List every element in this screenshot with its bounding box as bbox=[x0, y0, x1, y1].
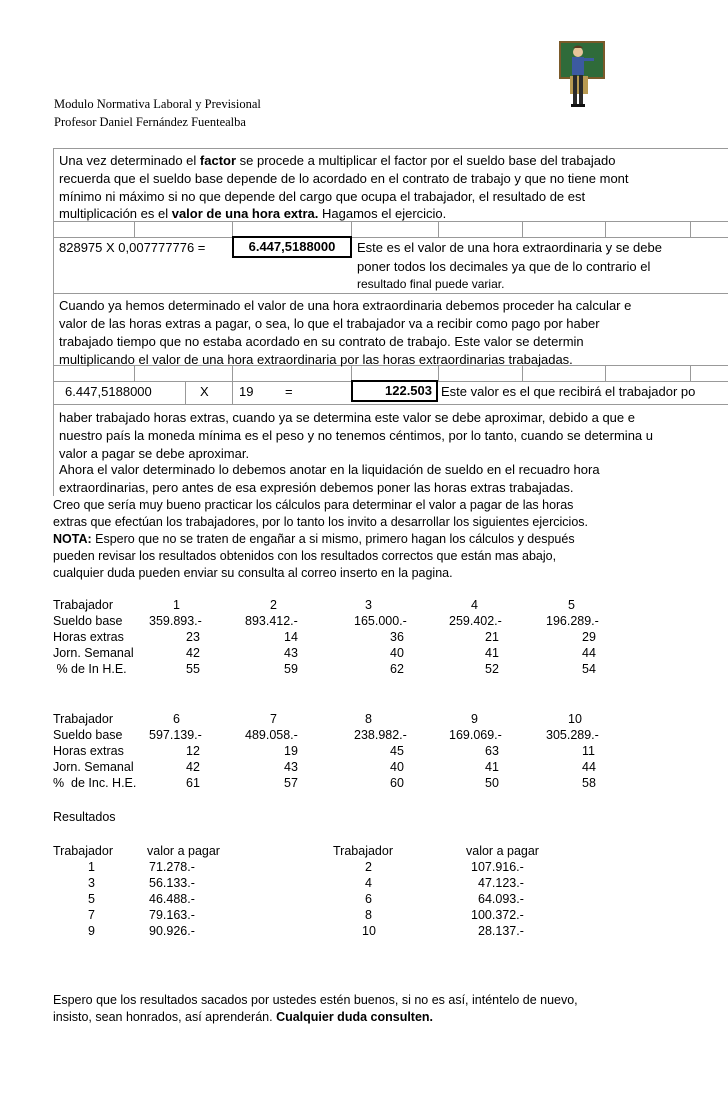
intro-line-4: pueden revisar los resultados obtenidos con los resultados correctos que están mas abajo, bbox=[53, 549, 557, 563]
calc2-operand-b: 19 bbox=[239, 384, 254, 399]
p1-line-1: Una vez determinado el factor se procede a multiplicar el factor por el sueldo base del trabajado bbox=[59, 153, 616, 168]
p3-line-2: nuestro país la moneda mínima es el peso y no tenemos céntimos, por lo tanto, cuando se determina u bbox=[59, 428, 654, 443]
module-title: Modulo Normativa Laboral y Previsional bbox=[54, 97, 261, 111]
p1-line-2: recuerda que el sueldo base depende de lo acordado en el contrato de trabajo y que no tiene mont bbox=[59, 171, 629, 186]
p1-line-3: mínimo ni máximo si no que depende del cargo que ocupa el trabajador, el resultado de est bbox=[59, 189, 586, 204]
calc1-result-box: 6.447,5188000 bbox=[232, 236, 352, 258]
teacher-illustration bbox=[556, 40, 606, 112]
calc2-times: X bbox=[200, 384, 209, 399]
p2-line-4: multiplicando el valor de una hora extraordinaria por las horas extraordinarias trabajadas. bbox=[59, 352, 573, 367]
p2-line-1: Cuando ya hemos determinado el valor de una hora extraordinaria debemos proceder ha calcular e bbox=[59, 298, 632, 313]
results-table bbox=[53, 844, 653, 940]
results-title: Resultados bbox=[53, 810, 116, 824]
calc2-equals: = bbox=[285, 384, 293, 399]
p2-line-2: valor de las horas extras a pagar, o sea, lo que el trabajador va a recibir como pago por haber bbox=[59, 316, 600, 331]
calc2-operand-a: 6.447,5188000 bbox=[65, 384, 152, 399]
closing-line-2: insisto, sean honrados, así aprenderán. Cualquier duda consulten. bbox=[53, 1010, 434, 1024]
table-row: 7 79.163.- 8 100.372.- bbox=[88, 908, 524, 922]
calc1-note-2: poner todos los decimales ya que de lo contrario el bbox=[357, 259, 651, 274]
table-row: Jorn. Semanal 42 43 40 41 44 bbox=[53, 760, 596, 774]
row-label: Trabajador bbox=[53, 598, 113, 612]
calc2-note: Este valor es el que recibirá el trabajador po bbox=[441, 384, 696, 399]
table-row: 5 46.488.- 6 64.093.- bbox=[88, 892, 524, 906]
table-row: 9 90.926.- 10 28.137.- bbox=[88, 924, 524, 938]
calc2-result-box: 122.503 bbox=[351, 380, 438, 402]
exercise-table-1 bbox=[53, 598, 653, 678]
intro-line-1: Creo que sería muy bueno practicar los cálculos para determinar el valor a pagar de las horas bbox=[53, 498, 574, 512]
table-row: Sueldo base 359.893.- 893.412.- 165.000.- 259.402.- 196.289.- bbox=[53, 614, 599, 628]
calc1-note-3: resultado final puede variar. bbox=[357, 277, 505, 291]
table-row: 1 71.278.- 2 107.916.- bbox=[88, 860, 524, 874]
table-row: % de Inc. H.E. 61 57 60 50 58 bbox=[53, 776, 596, 790]
p4-line-2: extraordinarias, pero antes de esa expresión debemos poner las horas extras trabajadas. bbox=[59, 480, 574, 495]
table-row: Trabajador 6 7 8 9 10 bbox=[53, 712, 582, 726]
teacher-at-chalkboard-icon bbox=[556, 40, 606, 112]
p3-line-1: haber trabajado horas extras, cuando ya se determina este valor se debe aproximar, debido a que e bbox=[59, 410, 635, 425]
professor-name: Profesor Daniel Fernández Fuentealba bbox=[54, 115, 246, 129]
table-row: Jorn. Semanal 42 43 40 41 44 bbox=[53, 646, 596, 660]
p1-line-4: multiplicación es el valor de una hora extra. Hagamos el ejercicio. bbox=[59, 206, 447, 221]
results-header-row: Trabajador valor a pagar Trabajador valor a pagar bbox=[53, 844, 539, 858]
table-row: Sueldo base 597.139.- 489.058.- 238.982.- 169.069.- 305.289.- bbox=[53, 728, 599, 742]
closing-line-1: Espero que los resultados sacados por ustedes estén buenos, si no es así, inténtelo de nuevo, bbox=[53, 993, 578, 1007]
p2-line-3: trabajado tiempo que no estaba acordado en su contrato de trabajo. Este valor se determin bbox=[59, 334, 584, 349]
table-row: Horas extras 23 14 36 21 29 bbox=[53, 630, 596, 644]
spreadsheet-block bbox=[53, 148, 728, 496]
p3-line-3: valor a pagar se debe aproximar. bbox=[59, 446, 250, 461]
calc1-note-1: Este es el valor de una hora extraordinaria y se debe bbox=[357, 240, 662, 255]
intro-line-2: extras que efectúan los trabajadores, por lo tanto los invito a desarrollar los siguientes ejercicios. bbox=[53, 515, 589, 529]
calc1-expression: 828975 X 0,007777776 = bbox=[59, 240, 206, 255]
intro-line-3: NOTA: Espero que no se traten de engañar a si mismo, primero hagan los cálculos y después bbox=[53, 532, 575, 546]
table-row: Horas extras 12 19 45 63 11 bbox=[53, 744, 595, 758]
table-row: % de In H.E. 55 59 62 52 54 bbox=[53, 662, 596, 676]
p4-line-1: Ahora el valor determinado lo debemos anotar en la liquidación de sueldo en el recuadro hora bbox=[59, 462, 600, 477]
intro-line-5: cualquier duda pueden enviar su consulta al correo inserto en la pagina. bbox=[53, 566, 453, 580]
table-row: 3 56.133.- 4 47.123.- bbox=[88, 876, 524, 890]
exercise-table-2 bbox=[53, 712, 653, 792]
table-row: Trabajador 1 2 3 4 5 bbox=[53, 598, 575, 612]
